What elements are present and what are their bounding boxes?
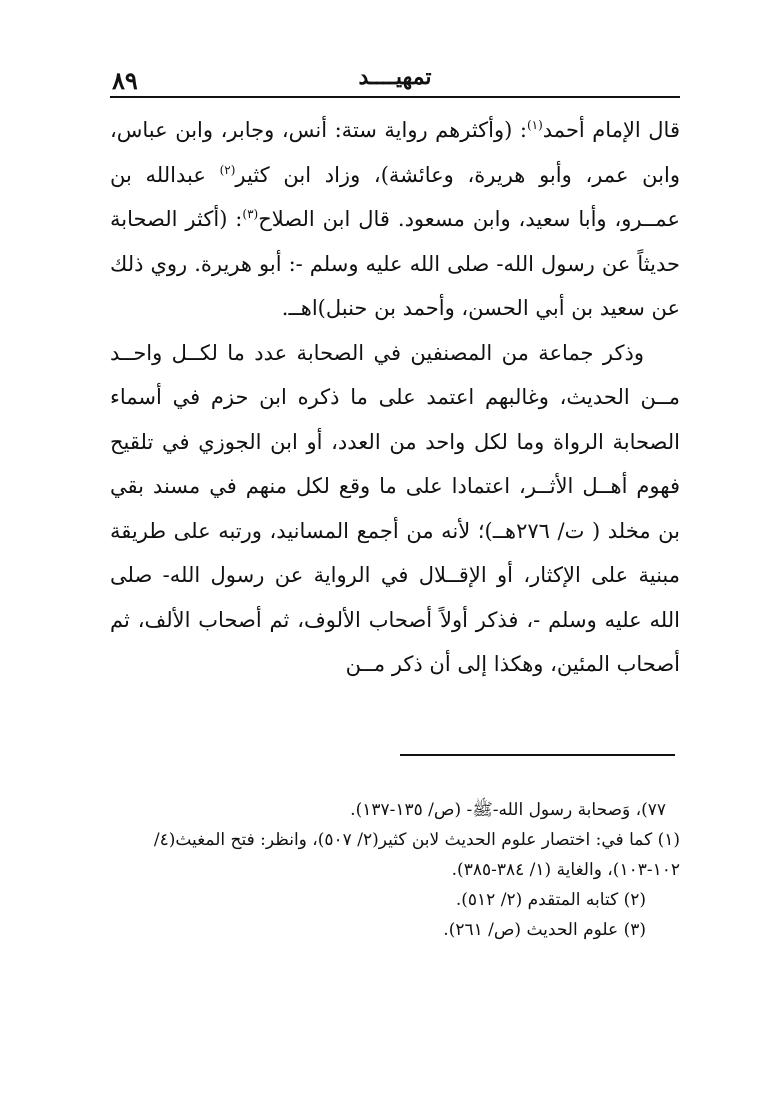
footnote-3: (٣) علوم الحديث (ص/ ٢٦١). xyxy=(443,920,646,940)
footnote-ref-2: (٢) xyxy=(219,162,236,177)
footnote-2: (٢) كتابه المتقدم (٢/ ٥١٢). xyxy=(455,890,646,910)
body-text xyxy=(110,108,680,687)
footnote-continued: ٧٧)، وَصحابة رسول الله-ﷺ- (ص/ ١٣٥-١٣٧). xyxy=(350,800,666,820)
running-title: تمهيــــد xyxy=(358,64,432,90)
page-number: ٨٩ xyxy=(112,66,138,95)
paragraph-1 xyxy=(110,108,680,331)
page-header xyxy=(110,62,680,98)
footnote-ref-3: (٣) xyxy=(242,207,259,221)
footnote-1: (١) كما في: اختصار علوم الحديث لابن كثير(٢/ ٥٠٧)، وانظر: فتح المغيث(٤/ ١٠٢-١٠٣)، والغاية (١/ ٣٨٤-٣٨٥). xyxy=(153,830,680,880)
paragraph-2: وذكر جماعة من المصنفين في الصحابة عدد ما لكــل واحــد مــن الحديث، وغالبهم اعتمد على ما ذكره ابن حزم في أسماء الصحابة الرواة وما لكل واحد من العدد، أو ابن الجوزي في تلقيح فهوم أهــل الأثــر، اعتمادا على ما وقع لكل منهم في مسند بقي بن مخلد ( ت/ ٢٧٦هــ)؛ لأنه من أجمع المسانيد، ورتبه على طريقة مبنية على الإكثار، أو الإقــلال في الرواية عن رسول الله- صلى الله عليه وسلم -، فذكر أولاً أصحاب الألوف، ثم أصحاب الألف، ثم أصحاب المئين، وهكذا إلى أن ذكر مــن xyxy=(110,340,680,676)
footnotes xyxy=(110,795,680,945)
paragraph-1-part-3: عبدالله بن عمــرو، وأبا سعيد، وابن مسعود. قال ابن الصلاح xyxy=(110,162,680,231)
paragraph-1-part-2: : (وأكثرهم رواية ستة: أنس، وجابر، وابن عباس، وابن عمر، وأبو هريرة، وعائشة)، وزاد ابن كثير xyxy=(110,118,680,187)
header-rule xyxy=(110,96,680,98)
paragraph-1-part-1: قال الإمام أحمد xyxy=(542,118,680,142)
footnote-separator xyxy=(400,754,675,756)
paragraph-1-part-4: : (أكثر الصحابة حديثاً عن رسول الله- صلى الله عليه وسلم -: أبو هريرة. روي ذلك عن سعيد بن أبي الحسن، وأحمد بن حنبل)اهــ. xyxy=(110,207,680,320)
footnote-ref-1: (١) xyxy=(526,118,543,132)
